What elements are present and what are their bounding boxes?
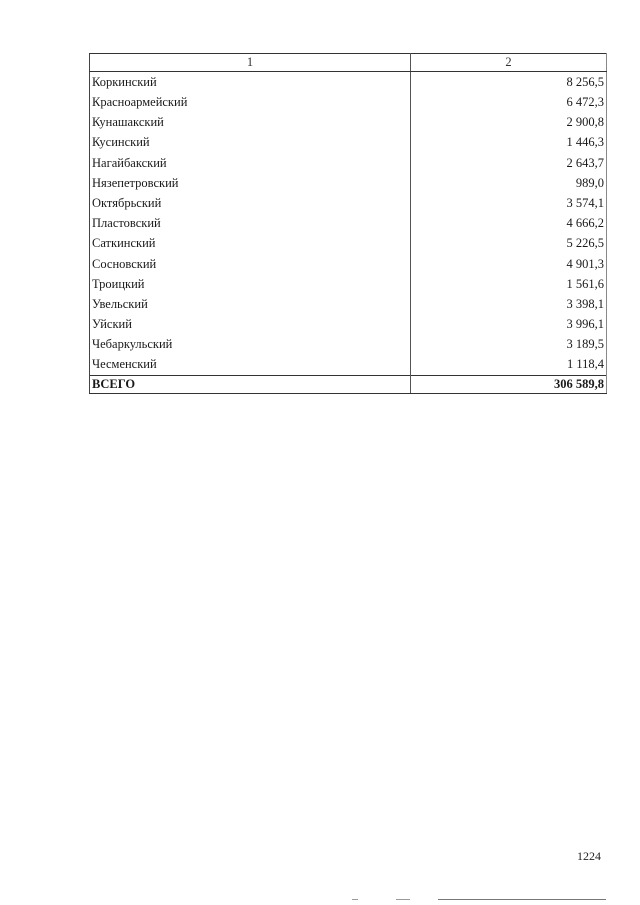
district-value: 8 256,5 <box>411 72 607 93</box>
total-row <box>90 375 607 393</box>
district-name: Пластовский <box>90 213 411 233</box>
district-name: Увельский <box>90 294 411 314</box>
table-header-row <box>90 54 607 72</box>
district-value: 1 118,4 <box>411 355 607 376</box>
district-name: Нагайбакский <box>90 153 411 173</box>
district-value: 989,0 <box>411 173 607 193</box>
district-value: 1 561,6 <box>411 274 607 294</box>
table-row <box>90 72 607 93</box>
page-number: 1224 <box>577 849 601 863</box>
total-value: 306 589,8 <box>411 375 607 393</box>
table-row <box>90 193 607 213</box>
table-row <box>90 213 607 233</box>
district-value: 1 446,3 <box>411 133 607 153</box>
district-value: 2 900,8 <box>411 112 607 132</box>
table-row <box>90 153 607 173</box>
table-row <box>90 294 607 314</box>
district-name: Кунашакский <box>90 112 411 132</box>
district-name: Чесменский <box>90 355 411 376</box>
table-row <box>90 173 607 193</box>
district-value: 4 901,3 <box>411 254 607 274</box>
district-value: 3 398,1 <box>411 294 607 314</box>
budget-table <box>89 53 607 394</box>
district-name: Красноармейский <box>90 92 411 112</box>
district-name: Октябрьский <box>90 193 411 213</box>
table-row <box>90 92 607 112</box>
district-name: Уйский <box>90 314 411 334</box>
scan-artifact-line <box>396 899 410 900</box>
table-row <box>90 133 607 153</box>
scan-artifact-line <box>438 899 606 900</box>
table-row <box>90 314 607 334</box>
scan-artifact-line <box>352 899 358 900</box>
table-row <box>90 254 607 274</box>
district-value: 2 643,7 <box>411 153 607 173</box>
district-name: Саткинский <box>90 234 411 254</box>
district-value: 6 472,3 <box>411 92 607 112</box>
table-row <box>90 274 607 294</box>
district-value: 3 574,1 <box>411 193 607 213</box>
district-name: Сосновский <box>90 254 411 274</box>
column-header-2: 2 <box>411 54 607 72</box>
table-row <box>90 334 607 354</box>
table-row <box>90 112 607 132</box>
district-name: Троицкий <box>90 274 411 294</box>
district-name: Нязепетровский <box>90 173 411 193</box>
district-name: Коркинский <box>90 72 411 93</box>
column-header-1: 1 <box>90 54 411 72</box>
district-value: 3 189,5 <box>411 334 607 354</box>
table-row <box>90 355 607 376</box>
table-row <box>90 234 607 254</box>
district-name: Чебаркульский <box>90 334 411 354</box>
district-value: 4 666,2 <box>411 213 607 233</box>
total-label: ВСЕГО <box>90 375 411 393</box>
district-name: Кусинский <box>90 133 411 153</box>
district-value: 3 996,1 <box>411 314 607 334</box>
district-value: 5 226,5 <box>411 234 607 254</box>
